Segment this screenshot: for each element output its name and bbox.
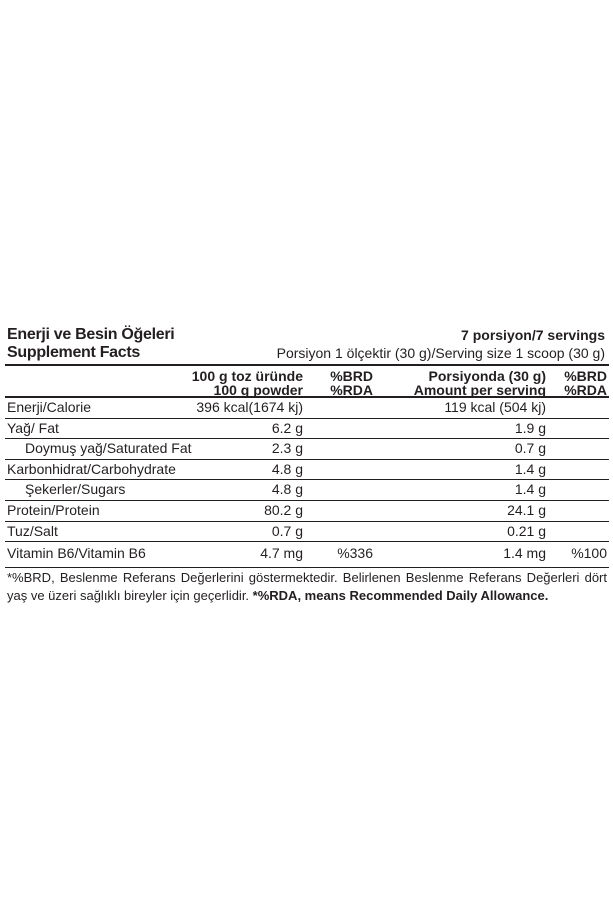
panel-header bbox=[5, 326, 609, 366]
row-serving: 1.4 g bbox=[514, 460, 546, 477]
servings-count: 7 porsiyon/7 servings bbox=[461, 327, 605, 343]
vitamin-rda1: %336 bbox=[337, 545, 373, 562]
row-per100: 2.3 g bbox=[271, 440, 303, 457]
title-turkish: Enerji ve Besin Öğeleri bbox=[7, 326, 175, 343]
supplement-facts-panel bbox=[5, 326, 609, 605]
col-rda2-en: %RDA bbox=[564, 382, 607, 398]
row-label: Protein/Protein bbox=[7, 501, 100, 518]
row-label: Doymuş yağ/Saturated Fat bbox=[25, 440, 192, 457]
table-row bbox=[5, 460, 609, 481]
row-serving: 24.1 g bbox=[507, 501, 546, 518]
row-serving: 0.21 g bbox=[507, 522, 546, 539]
table-row bbox=[5, 501, 609, 522]
row-label: Yağ/ Fat bbox=[7, 419, 59, 436]
col-rda1-en: %RDA bbox=[330, 382, 373, 398]
col-per100 bbox=[192, 369, 303, 397]
col-serving-tr: Porsiyonda (30 g) bbox=[428, 368, 546, 384]
table-row bbox=[5, 419, 609, 440]
table-row bbox=[5, 439, 609, 460]
row-per100: 6.2 g bbox=[271, 419, 303, 436]
column-headers bbox=[5, 366, 609, 398]
col-rda2-tr: %BRD bbox=[564, 368, 607, 384]
nutrient-rows bbox=[5, 398, 609, 568]
vitamin-row bbox=[5, 542, 609, 568]
vitamin-label: Vitamin B6/Vitamin B6 bbox=[7, 545, 146, 562]
row-serving: 1.4 g bbox=[514, 481, 546, 498]
col-rda2 bbox=[564, 369, 607, 397]
row-label: Şekerler/Sugars bbox=[25, 481, 126, 498]
row-per100: 396 kcal(1674 kj) bbox=[196, 399, 303, 415]
table-row bbox=[5, 480, 609, 501]
serving-size: Porsiyon 1 ölçektir (30 g)/Serving size 1 scoop (30 g) bbox=[276, 345, 605, 361]
row-serving: 0.7 g bbox=[514, 440, 546, 457]
row-label: Tuz/Salt bbox=[7, 522, 58, 539]
row-serving: 1.9 g bbox=[514, 419, 546, 436]
row-serving: 119 kcal (504 kj) bbox=[444, 399, 546, 415]
row-label: Enerji/Calorie bbox=[7, 399, 92, 415]
table-row bbox=[5, 522, 609, 543]
table-row bbox=[5, 398, 609, 419]
footnote-bold: *%RDA, means Recommended Daily Allowance. bbox=[252, 588, 549, 604]
vitamin-per100: 4.7 mg bbox=[260, 545, 303, 562]
col-rda1-tr: %BRD bbox=[330, 368, 373, 384]
col-serving-en: Amount per serving bbox=[413, 382, 546, 398]
col-serving bbox=[414, 369, 546, 397]
row-per100: 80.2 g bbox=[264, 501, 303, 518]
row-label: Karbonhidrat/Carbohydrate bbox=[7, 460, 176, 477]
col-per100-tr: 100 g toz üründe bbox=[191, 368, 303, 384]
row-per100: 4.8 g bbox=[271, 460, 303, 477]
vitamin-serving: 1.4 mg bbox=[503, 545, 546, 562]
title-english: Supplement Facts bbox=[7, 344, 141, 361]
col-per100-en: 100 g powder bbox=[213, 382, 303, 398]
footnote-text: *%BRD, Beslenme Referans Değerlerini göstermektedir. Belirlenen Beslenme Referans Değerleri dört yaş ve üzeri sağlıklı bireyler için geçerlidir. bbox=[7, 570, 607, 604]
footnote bbox=[5, 568, 609, 605]
vitamin-rda2: %100 bbox=[571, 545, 607, 562]
row-per100: 0.7 g bbox=[271, 522, 303, 539]
row-per100: 4.8 g bbox=[271, 481, 303, 498]
col-rda1 bbox=[330, 369, 373, 397]
